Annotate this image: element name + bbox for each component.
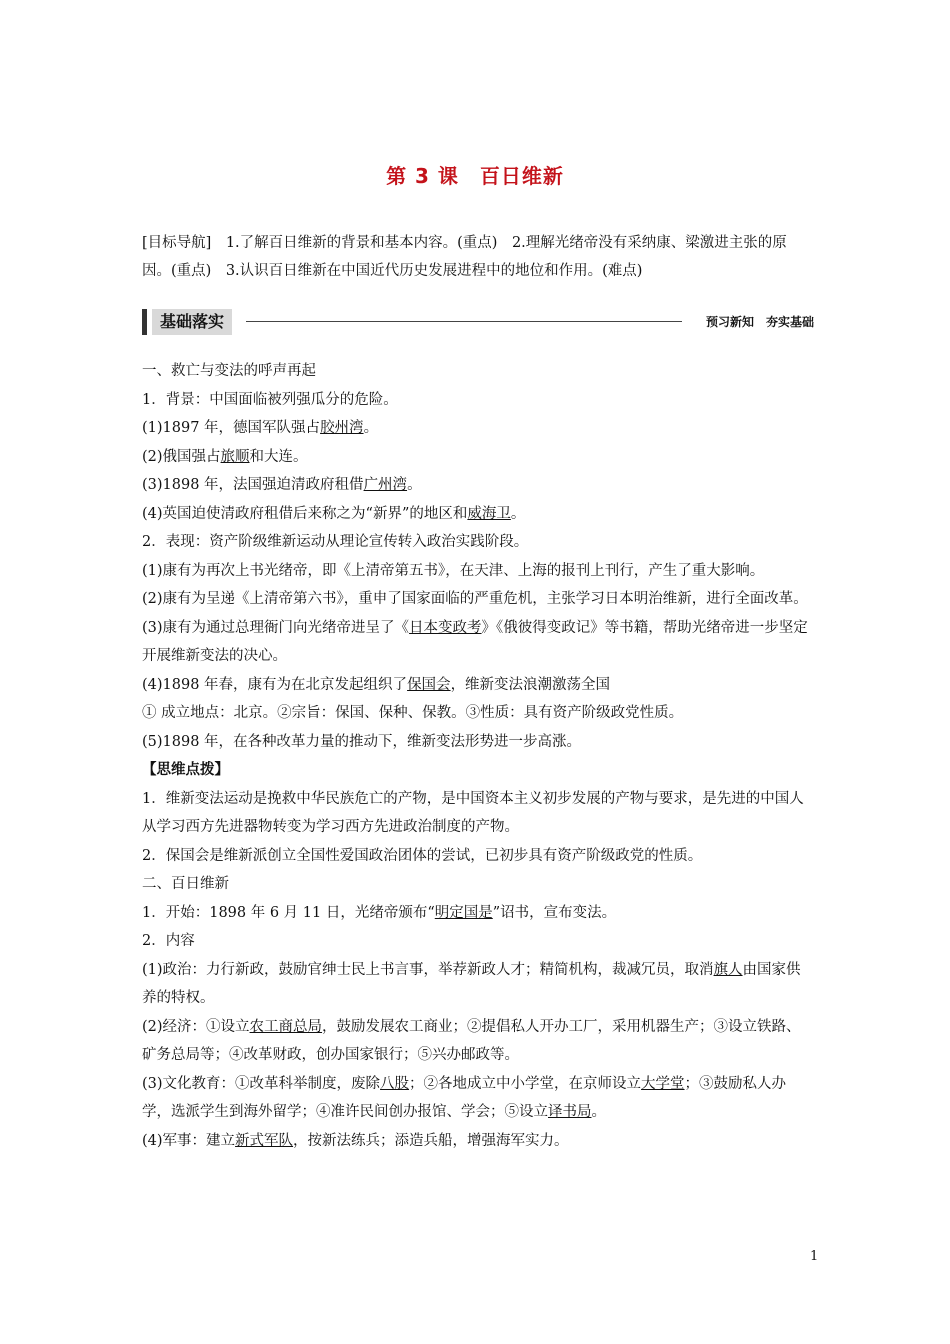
text-segment: 。 <box>591 1104 606 1120</box>
section-rule <box>246 321 682 322</box>
text-segment: 2．表现：资产阶级维新运动从理论宣传转入政治实践阶段。 <box>142 534 529 550</box>
body-line <box>142 557 814 586</box>
text-segment: 一、救亡与变法的呼声再起 <box>142 363 316 379</box>
section-subtitle: 预习新知 夯实基础 <box>705 315 814 329</box>
body-line <box>142 927 814 956</box>
body-line <box>142 956 814 1013</box>
underlined-term: 译书局 <box>548 1104 592 1120</box>
body-line <box>142 728 814 757</box>
body-line <box>142 1013 814 1070</box>
text-segment: 1．维新变法运动是挽救中华民族危亡的产物，是中国资本主义初步发展的产物与要求，是先进的中国人从学习西方先进器物转变为学习西方先进政治制度的产物。 <box>142 790 804 835</box>
section-header <box>142 307 814 337</box>
body-line <box>142 443 814 472</box>
text-segment: 由国家供养的特权。 <box>142 961 801 1006</box>
body-line <box>142 785 814 842</box>
section-label: 基础落实 <box>152 309 232 335</box>
body-line <box>142 1127 814 1156</box>
text-segment: (2)俄国强占 <box>142 448 221 465</box>
text-segment: ；②各地成立中小学堂，在京师设立 <box>409 1075 642 1092</box>
body-line <box>142 585 814 614</box>
text-segment: 1．开始：1898 年 6 月 11 日，光绪帝颁布“ <box>142 904 435 921</box>
body-line <box>142 899 814 928</box>
body-line <box>142 386 814 415</box>
underlined-term: 胶州湾 <box>320 420 364 436</box>
learning-goals: [目标导航] 1.了解百日维新的背景和基本内容。(重点) 2.理解光绪帝没有采纳康、梁激进主张的原因。(重点) 3.认识百日维新在中国近代历史发展进程中的地位和作用。(难点) <box>142 235 787 279</box>
body-line <box>142 756 814 785</box>
text-segment: 》《俄彼得变政记》等书籍，帮助光绪帝进一步坚定开展维新变法的决心。 <box>142 619 808 664</box>
body-line <box>142 500 814 529</box>
body-line <box>142 471 814 500</box>
text-segment: (3)康有为通过总理衙门向光绪帝进呈了《 <box>142 619 410 636</box>
underlined-term: 大学堂 <box>641 1075 685 1092</box>
text-segment: (4)军事：建立 <box>142 1132 236 1149</box>
lesson-body <box>142 357 814 1155</box>
text-segment: (1)康有为再次上书光绪帝，即《上清帝第五书》，在天津、上海的报刊上刊行，产生了重大影响。 <box>142 562 765 579</box>
body-line <box>142 870 814 899</box>
underlined-term: 保国会 <box>407 676 451 693</box>
page-number: 1 <box>810 1249 819 1264</box>
text-segment: 2．内容 <box>142 933 195 949</box>
underlined-term: 新式军队 <box>235 1132 294 1149</box>
text-segment: 1．背景：中国面临被列强瓜分的危险。 <box>142 391 398 408</box>
text-segment: (1)政治：力行新政，鼓励官绅士民上书言事，举荐新政人才；精简机构，裁减冗员，取消 <box>142 961 714 978</box>
text-segment: 【思维点拨】 <box>142 761 229 778</box>
underlined-term: 八股 <box>380 1075 410 1092</box>
underlined-term: 广州湾 <box>363 477 408 493</box>
text-segment: ；③鼓励私人办学，选派学生到海外留学；④准许民间创办报馆、学会；⑤设立 <box>142 1075 787 1120</box>
underlined-term: 明定国是 <box>434 904 493 921</box>
page-title: 第 3 课 百日维新 <box>386 164 564 188</box>
text-segment: (2)康有为呈递《上清帝第六书》，重申了国家面临的严重危机，主张学习日本明治维新，进行全面改革。 <box>142 591 808 607</box>
text-segment: 二、百日维新 <box>142 876 229 892</box>
body-line <box>142 1070 814 1127</box>
underlined-term: 旅顺 <box>220 448 250 465</box>
section-marker <box>142 309 147 335</box>
body-line <box>142 414 814 443</box>
text-segment: 。 <box>363 420 379 436</box>
body-line <box>142 671 814 700</box>
body-line <box>142 699 814 728</box>
underlined-term: 威海卫 <box>467 505 511 522</box>
text-segment: ① 成立地点：北京。②宗旨：保国、保种、保教。③性质：具有资产阶级政党性质。 <box>142 705 684 721</box>
text-segment: (4)英国迫使清政府租借后来称之为“新界”的地区和 <box>142 505 468 522</box>
body-line <box>142 614 814 671</box>
body-line <box>142 528 814 557</box>
text-segment: 。 <box>407 477 422 493</box>
text-segment: ”诏书，宣布变法。 <box>492 904 617 921</box>
text-segment: (3)1898 年，法国强迫清政府租借 <box>142 477 364 493</box>
body-line <box>142 357 814 386</box>
text-segment: (4)1898 年春，康有为在北京发起组织了 <box>142 676 408 693</box>
body-line <box>142 842 814 871</box>
text-segment: ，维新变法浪潮激荡全国 <box>450 676 611 693</box>
text-segment: 。 <box>510 505 526 522</box>
text-segment: 2．保国会是维新派创立全国性爱国政治团体的尝试，已初步具有资产阶级政党的性质。 <box>142 847 703 864</box>
text-segment: (5)1898 年，在各种改革力量的推动下，维新变法形势进一步高涨。 <box>142 733 582 750</box>
underlined-term: 日本变政考 <box>409 619 482 636</box>
text-segment: (3)文化教育：①改革科举制度，废除 <box>142 1075 381 1092</box>
text-segment: 和大连。 <box>249 448 308 465</box>
text-segment: ，鼓励发展农工商业；②提倡私人开办工厂，采用机器生产；③设立铁路、矿务总局等；④改革财政，创办国家银行；⑤兴办邮政等。 <box>142 1018 801 1063</box>
text-segment: ，按新法练兵；添造兵船，增强海军实力。 <box>293 1132 569 1149</box>
underlined-term: 旗人 <box>713 961 743 978</box>
text-segment: (2)经济：①设立 <box>142 1018 250 1035</box>
underlined-term: 农工商总局 <box>249 1018 323 1035</box>
text-segment: (1)1897 年，德国军队强占 <box>142 420 321 436</box>
